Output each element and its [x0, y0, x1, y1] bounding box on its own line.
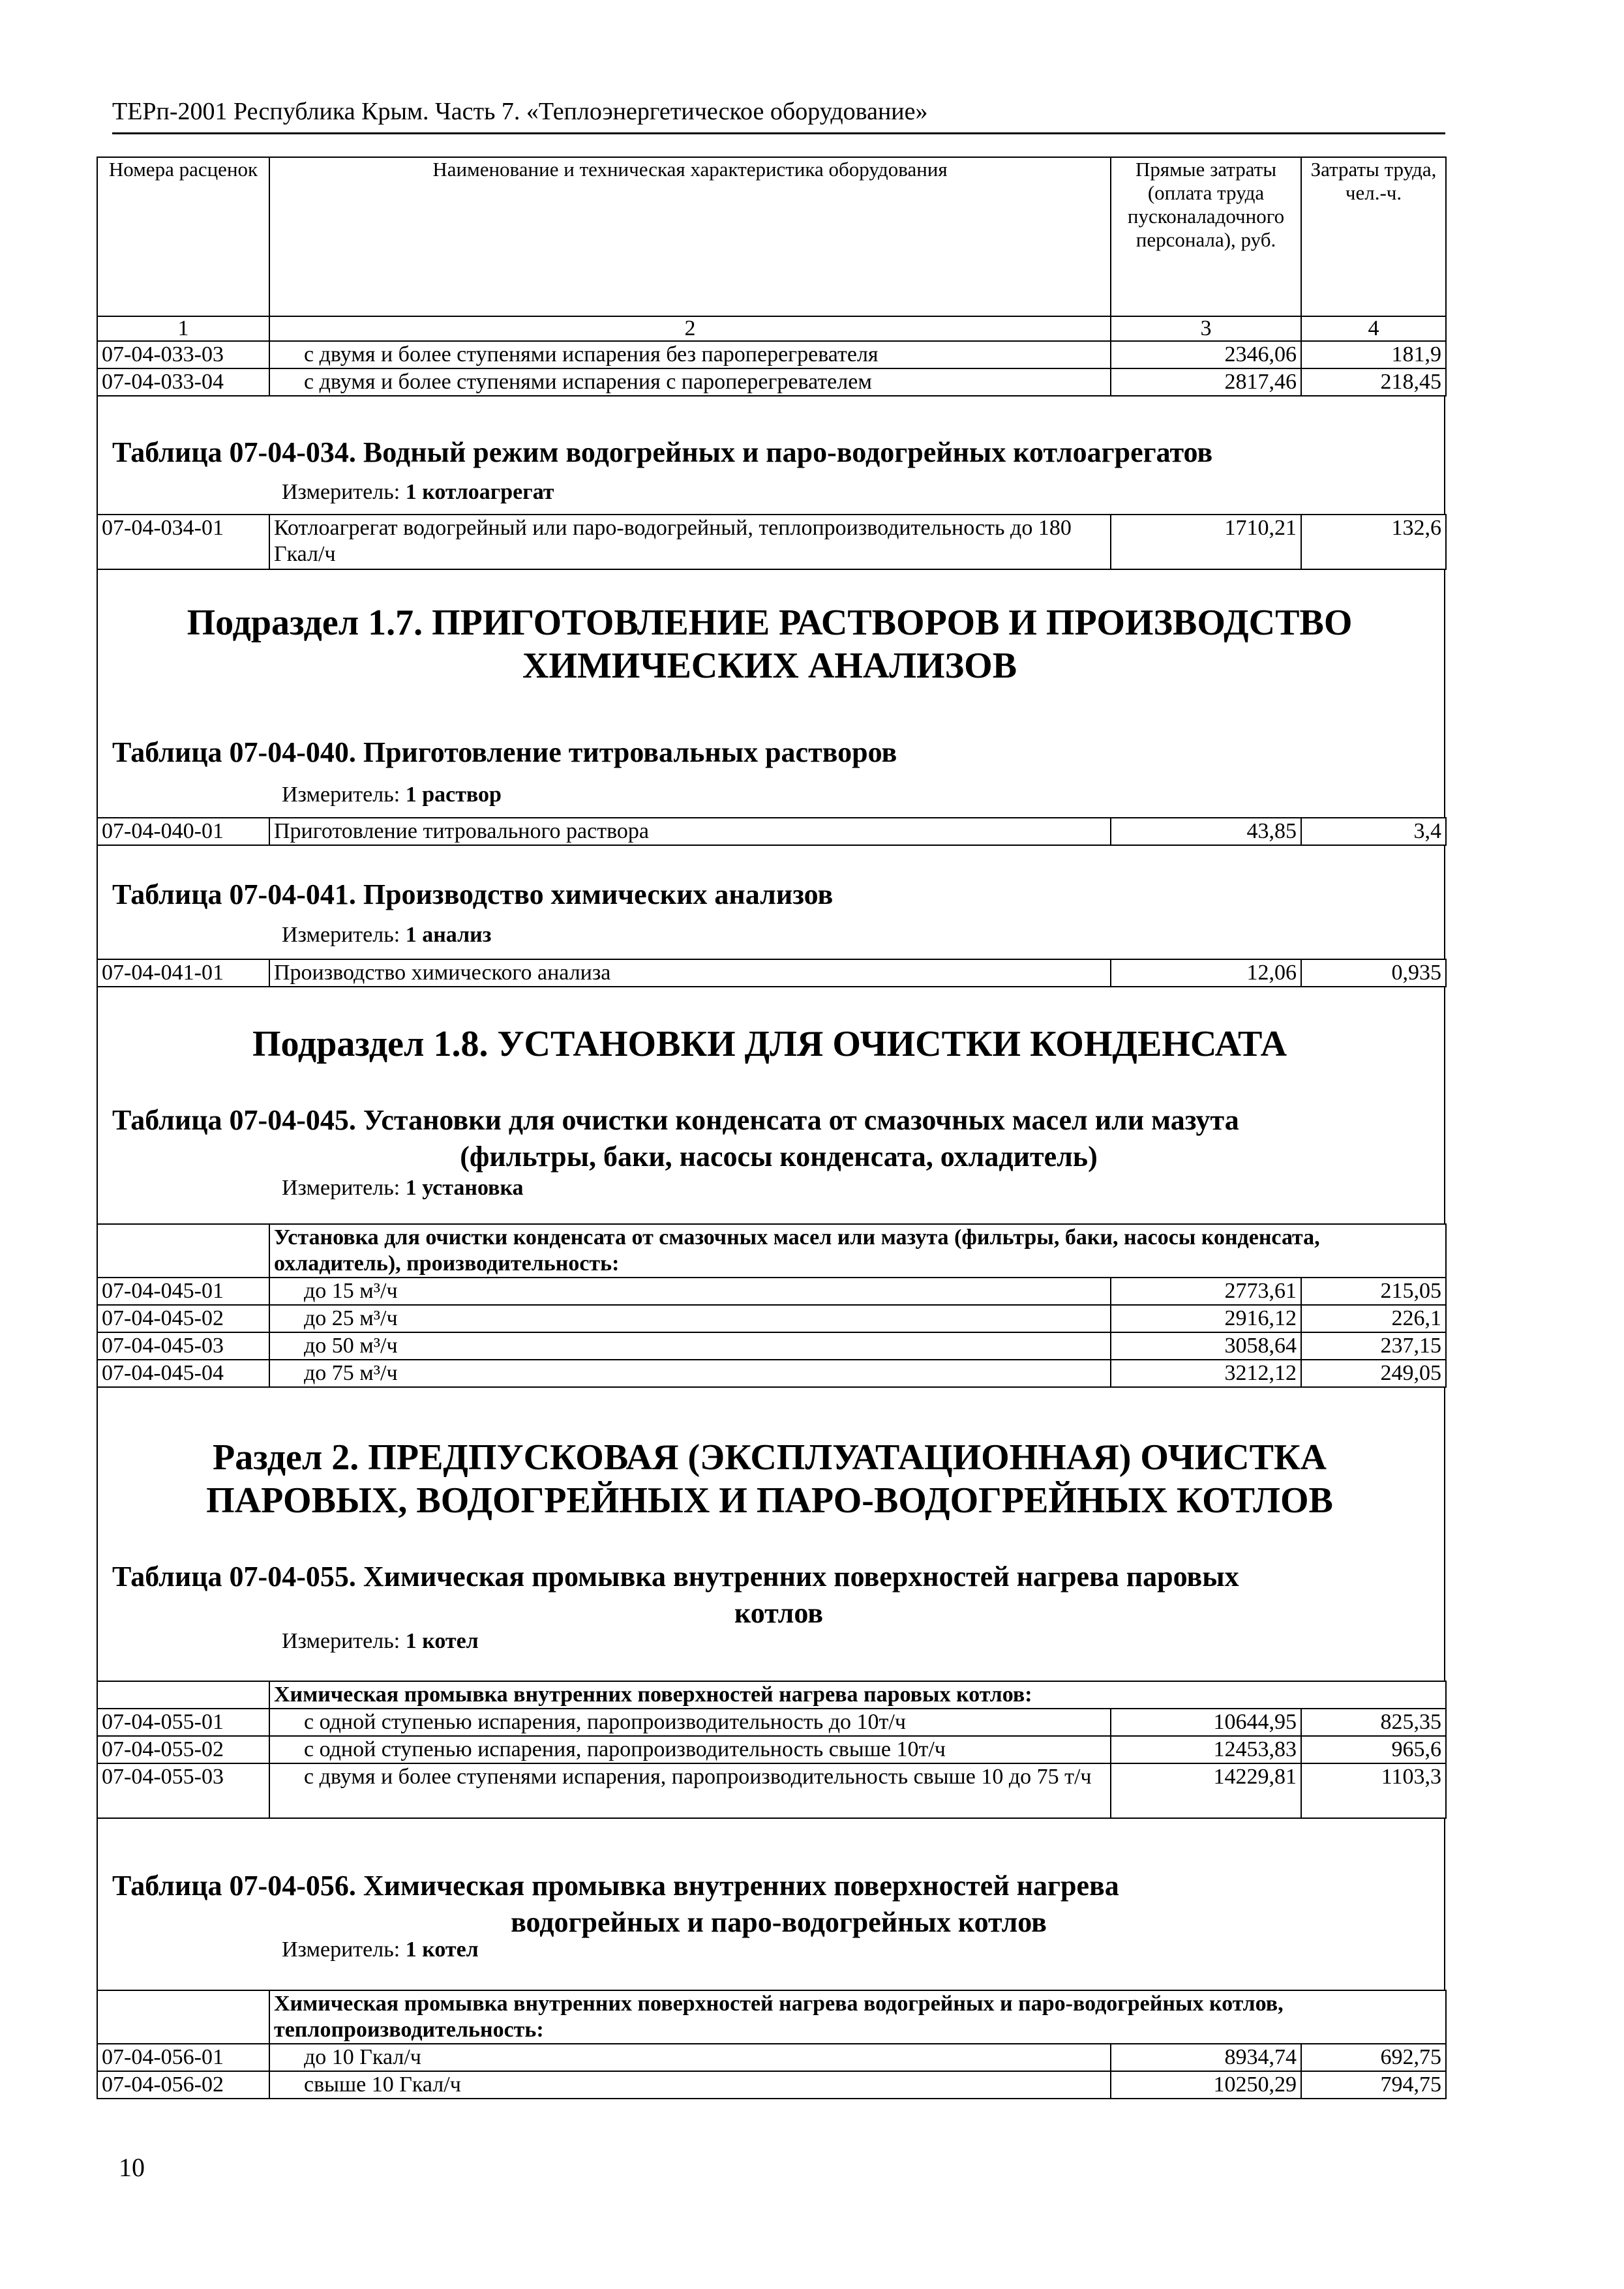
meter-055 — [282, 1628, 479, 1654]
table-title-main: Таблица 07-04-045. Установки для очистки конденсата от смазочных масел или мазута — [112, 1104, 1239, 1136]
row-labor: 692,75 — [1301, 2044, 1446, 2071]
row-code: 07-04-045-04 — [97, 1360, 269, 1387]
row-labor: 249,05 — [1301, 1360, 1446, 1387]
table-title-041: Таблица 07-04-041. Производство химических анализов — [112, 878, 834, 910]
row-name: Производство химического анализа — [269, 959, 1111, 987]
table-row — [97, 515, 1446, 569]
section-title-1-8: Подраздел 1.8. УСТАНОВКИ ДЛЯ ОЧИСТКИ КОНДЕНСАТА — [252, 1024, 1287, 1064]
row-code: 07-04-041-01 — [97, 959, 269, 987]
column-header-labor: Затраты труда, чел.-ч. — [1301, 157, 1446, 316]
row-cost: 10644,95 — [1111, 1709, 1301, 1736]
row-name: с двумя и более ступенями испарения без пароперегревателя — [269, 341, 1111, 368]
table-040 — [97, 817, 1447, 846]
row-cost: 14229,81 — [1111, 1763, 1301, 1818]
meter-045 — [282, 1175, 524, 1201]
meter-label: Измеритель: — [282, 783, 400, 807]
column-header-name: Наименование и техническая характеристика оборудования — [269, 157, 1111, 316]
row-code: 07-04-040-01 — [97, 818, 269, 845]
table-row — [97, 1360, 1446, 1387]
row-labor: 226,1 — [1301, 1305, 1446, 1332]
section-title-2: Раздел 2. ПРЕДПУСКОВАЯ (ЭКСПЛУАТАЦИОННАЯ) ОЧИСТКА ПАРОВЫХ, ВОДОГРЕЙНЫХ И ПАРО-ВОДОГРЕЙНЫХ КОТЛОВ — [206, 1437, 1333, 1521]
table-034 — [97, 514, 1447, 570]
table-041 — [97, 959, 1447, 987]
page-number: 10 — [119, 2153, 145, 2182]
table-title-main: Таблица 07-04-055. Химическая промывка внутренних поверхностей нагрева паровых — [112, 1561, 1239, 1593]
row-code: 07-04-033-03 — [97, 341, 269, 368]
table-title-056 — [112, 1868, 1445, 1941]
row-labor: 825,35 — [1301, 1709, 1446, 1736]
meter-value: 1 котел — [405, 1937, 479, 1962]
row-labor: 237,15 — [1301, 1332, 1446, 1360]
group-row — [97, 1990, 1446, 2044]
table-row — [97, 1278, 1446, 1305]
table-row — [97, 1763, 1446, 1818]
meter-label: Измеритель: — [282, 923, 400, 947]
table-row — [97, 2071, 1446, 2099]
column-number-1: 1 — [97, 316, 269, 341]
row-labor: 1103,3 — [1301, 1763, 1446, 1818]
row-name: с одной ступенью испарения, паропроизводительность до 10т/ч — [269, 1709, 1111, 1736]
row-cost: 2773,61 — [1111, 1278, 1301, 1305]
row-labor: 218,45 — [1301, 368, 1446, 396]
group-row — [97, 1681, 1446, 1709]
row-labor: 0,935 — [1301, 959, 1446, 987]
meter-value: 1 котел — [405, 1629, 479, 1653]
meter-value: 1 установка — [405, 1176, 524, 1200]
meter-label: Измеритель: — [282, 480, 400, 504]
row-name: с одной ступенью испарения, паропроизводительность свыше 10т/ч — [269, 1736, 1111, 1763]
table-title-045 — [112, 1102, 1445, 1175]
table-title-continuation: (фильтры, баки, насосы конденсата, охладитель) — [460, 1141, 1098, 1173]
row-cost: 8934,74 — [1111, 2044, 1301, 2071]
row-labor: 132,6 — [1301, 515, 1446, 569]
row-code: 07-04-055-01 — [97, 1709, 269, 1736]
meter-label: Измеритель: — [282, 1176, 400, 1200]
row-code: 07-04-045-03 — [97, 1332, 269, 1360]
section-title-1-7: Подраздел 1.7. ПРИГОТОВЛЕНИЕ РАСТВОРОВ И ПРОИЗВОДСТВО ХИМИЧЕСКИХ АНАЛИЗОВ — [187, 603, 1353, 686]
row-code: 07-04-045-01 — [97, 1278, 269, 1305]
meter-label: Измеритель: — [282, 1629, 400, 1653]
row-name: с двумя и более ступенями испарения, паропроизводительность свыше 10 до 75 т/ч — [269, 1763, 1111, 1818]
table-056 — [97, 1990, 1447, 2099]
column-header-cost: Прямые затраты (оплата труда пусконаладочного персонала), руб. — [1111, 157, 1301, 316]
group-label: Химическая промывка внутренних поверхностей нагрева водогрейных и паро-водогрейных котлов, теплопроизводительность: — [269, 1990, 1446, 2044]
column-number-3: 3 — [1111, 316, 1301, 341]
column-number-4: 4 — [1301, 316, 1446, 341]
meter-041 — [282, 922, 491, 948]
row-labor: 3,4 — [1301, 818, 1446, 845]
table-row — [97, 368, 1446, 396]
row-name: Приготовление титровального раствора — [269, 818, 1111, 845]
table-title-040: Таблица 07-04-040. Приготовление титровальных растворов — [112, 736, 897, 768]
row-labor: 965,6 — [1301, 1736, 1446, 1763]
table-row — [97, 2044, 1446, 2071]
row-code: 07-04-033-04 — [97, 368, 269, 396]
meter-label: Измеритель: — [282, 1937, 400, 1962]
row-name: до 15 м³/ч — [269, 1278, 1111, 1305]
table-row — [97, 818, 1446, 845]
meter-040 — [282, 782, 502, 808]
meter-value: 1 котлоагрегат — [405, 480, 554, 504]
table-title-055 — [112, 1559, 1445, 1632]
column-number-2: 2 — [269, 316, 1111, 341]
meter-value: 1 раствор — [405, 783, 502, 807]
row-cost: 2916,12 — [1111, 1305, 1301, 1332]
meter-value: 1 анализ — [405, 923, 492, 947]
table-row — [97, 959, 1446, 987]
table-045 — [97, 1223, 1447, 1388]
meter-056 — [282, 1937, 479, 1963]
row-code: 07-04-056-02 — [97, 2071, 269, 2099]
row-cost: 12,06 — [1111, 959, 1301, 987]
table-row — [97, 1305, 1446, 1332]
row-cost: 1710,21 — [1111, 515, 1301, 569]
table-title-continuation: котлов — [734, 1597, 824, 1629]
row-name: до 10 Гкал/ч — [269, 2044, 1111, 2071]
row-name: с двумя и более ступенями испарения с пароперегревателем — [269, 368, 1111, 396]
table-row — [97, 1332, 1446, 1360]
row-cost: 2817,46 — [1111, 368, 1301, 396]
table-033-continuation — [97, 340, 1447, 396]
table-row — [97, 1736, 1446, 1763]
table-title-034: Таблица 07-04-034. Водный режим водогрейных и паро-водогрейных котлоагрегатов — [112, 436, 1213, 468]
row-labor: 215,05 — [1301, 1278, 1446, 1305]
table-title-main: Таблица 07-04-056. Химическая промывка внутренних поверхностей нагрева — [112, 1870, 1119, 1902]
row-code: 07-04-045-02 — [97, 1305, 269, 1332]
row-code: 07-04-055-03 — [97, 1763, 269, 1818]
row-name: до 75 м³/ч — [269, 1360, 1111, 1387]
row-code: 07-04-056-01 — [97, 2044, 269, 2071]
table-row — [97, 341, 1446, 368]
row-cost: 43,85 — [1111, 818, 1301, 845]
group-label: Установка для очистки конденсата от смазочных масел или мазута (фильтры, баки, насосы конденсата, охладитель), производительность: — [269, 1224, 1446, 1278]
row-name: до 50 м³/ч — [269, 1332, 1111, 1360]
row-cost: 3212,12 — [1111, 1360, 1301, 1387]
table-row — [97, 1709, 1446, 1736]
row-code: 07-04-055-02 — [97, 1736, 269, 1763]
meter-034 — [282, 479, 554, 505]
row-cost: 10250,29 — [1111, 2071, 1301, 2099]
header-rule — [112, 132, 1445, 134]
row-name: свыше 10 Гкал/ч — [269, 2071, 1111, 2099]
table-055 — [97, 1681, 1447, 1819]
row-code: 07-04-034-01 — [97, 515, 269, 569]
table-title-continuation: водогрейных и паро-водогрейных котлов — [511, 1906, 1047, 1938]
row-name: Котлоагрегат водогрейный или паро-водогрейный, теплопроизводительность до 180 Гкал/ч — [269, 515, 1111, 569]
row-labor: 794,75 — [1301, 2071, 1446, 2099]
column-header-table — [97, 157, 1447, 342]
column-header-code: Номера расценок — [97, 157, 269, 316]
group-label: Химическая промывка внутренних поверхностей нагрева паровых котлов: — [269, 1681, 1446, 1709]
row-cost: 3058,64 — [1111, 1332, 1301, 1360]
row-labor: 181,9 — [1301, 341, 1446, 368]
row-cost: 2346,06 — [1111, 341, 1301, 368]
page-header: ТЕРп-2001 Республика Крым. Часть 7. «Теплоэнергетическое оборудование» — [112, 98, 928, 125]
group-row — [97, 1224, 1446, 1278]
row-cost: 12453,83 — [1111, 1736, 1301, 1763]
row-name: до 25 м³/ч — [269, 1305, 1111, 1332]
